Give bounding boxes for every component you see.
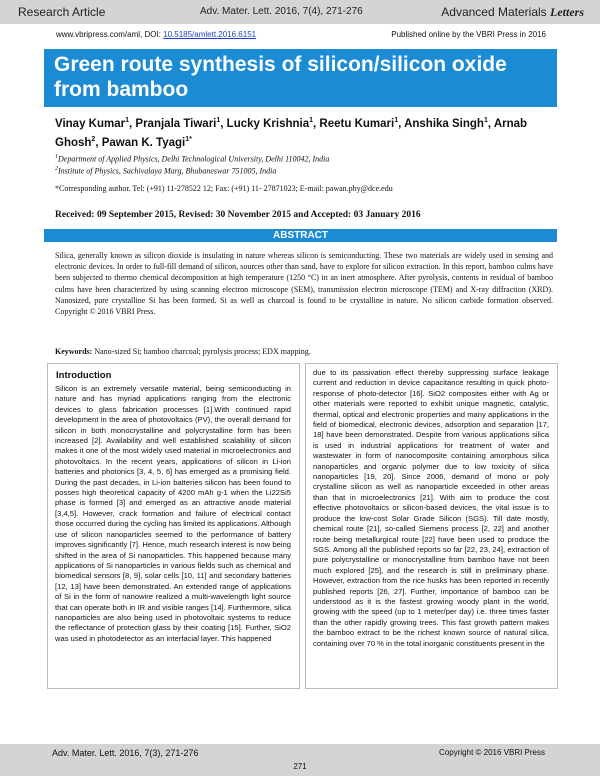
page-footer [0, 744, 600, 776]
keywords-text: Nano-sized Si; bamboo charcoal; pyrolysis process; EDX mapping. [94, 347, 311, 356]
journal-name: Advanced Materials Letters [441, 5, 584, 19]
title-banner [44, 49, 557, 107]
keywords [55, 347, 553, 356]
author-affiliation-mark: 1 [483, 117, 488, 124]
footer-citation: Adv. Mater. Lett. 2016, 7(3), 271-276 [52, 748, 199, 758]
author-affiliation-mark: 1* [185, 135, 192, 143]
header-citation: Adv. Mater. Lett. 2016, 7(4), 271-276 [200, 6, 363, 17]
publication-note: Published online by the VBRI Press in 2016 [391, 30, 546, 39]
left-column-text: Silicon is an extremely versatile material, being semiconducting in nature and has myriad applications ranging from the electronic devices to glass fabrication processes [1].With continued rapid development in the area of photovoltaics (PV), the overall demand for silicon in both monocrystalline and polycrystalline form has been increased [2]. Availability and well established scalability of silicon makes it one of the most widely used material in microelectronics and photovoltaics. In the recent years, applications of silicon in Li-ion batteries and photonics [3, 4, 5, 6] has emerged as a promising field. During the past decades, in Li-ion batteries silicon has been found to posses high theoretical capacity of 4200 mAh g-1 when the Li22Si5 phase is formed [3] and emerged as an attractive anode material [3,4,5]. However, crack formation and failure of electrical contact those occurred during the cycling has limited its applications. Although use of silicon nanoparticles seemed to the performance of battery improves significantly [7]. Hence, much research interest is now being shifted in the area of Si nanoparticles. This happened because many applications of Si nanoparticles in various fields such as chemical and biomedical sensors [8, 9], solar cells [10, 11] and secondary batteries [12, 13] have been demonstrated. An extended range of applications of Si in the form of nanowire realized a multi-wavelength light source that can operate both in IR and visible ranges [14]. Furthermore, silica nanoparticles are also being used in photovoltaic systems to reduce the reflectance of protection glass by their coating [15]. Further, SiO2 was used in photodetector as an interfacial layer. This happened [55, 384, 291, 643]
page-number: 271 [293, 762, 307, 771]
journal-logo-letters: Letters [550, 5, 584, 19]
author-affiliation-mark: 1 [125, 117, 130, 124]
journal-site: www.vbripress.com/aml, DOI: [56, 30, 164, 39]
author-affiliation-mark: 1 [394, 117, 399, 124]
author-name: Pranjala Tiwari$^1$ [135, 117, 221, 130]
abstract-text: Silica, generally known as silicon dioxide is insulating in nature whereas silicon is semiconducting. These two materials are widely used in sensing and electronic devices. In order to full-fill demand of silicon, sources other than sand, have to explore for silicon extraction. In this report, bamboo culms have been subjected to thermo chemical decomposition at high temperature (1250 °C) in an inert atmosphere. After pyrolysis, contents in residual of bamboo culms have been characterized by using scanning electron microscope (SEM), transmission electron microscope (TEM) and X-ray diffraction (XRD). Nanosized, pure crystalline Si has been formed. Si as well as charcoal is found to be crystalline in nature. No silicon carbide formation observed. Copyright © 2016 VBRI Press. [55, 251, 553, 317]
abstract-heading: ABSTRACT [44, 229, 557, 242]
author-name: Pawan K. Tyagi$^{1*}$ [101, 135, 192, 149]
article-title: Green route synthesis of silicon/silicon oxide from bamboo [54, 53, 507, 101]
article-dates: Received: 09 September 2015, Revised: 30 November 2015 and Accepted: 03 January 2016 [55, 210, 421, 220]
author-name: Reetu Kumari$^1$ [319, 117, 399, 130]
keywords-label: Keywords: [55, 347, 93, 356]
article-type: Research Article [18, 5, 106, 19]
affiliation-1: $^1$Department of Applied Physics, Delhi Technological University, Delhi 110042, India [55, 154, 330, 164]
doi-link[interactable]: 10.5185/amlett.2016.6151 [163, 30, 257, 39]
right-column-text: due to its passivation effect thereby suppressing surface leakage current and reduction in device capacitance resulting in quick photo-response of photo-detector [16]. SiO2 composites either with Ag or other materials were reported to exhibit unique magnetic, catalytic, thermal, optical and electronic properties and many applications in the field of biomedical, electronic devices, adsorption and separation [17, 18] have been demonstrated. Despite from various applications silica is used in industrial applications for treatment of water and wastewater in form of nanocomposite containing amorphous silica nanoparticles and organic polymer due to low toxicity of silica nanoparticles [19, 20]. Since 2006, demand of mono or poly crystalline silicon as well as nanoparticle exceeded in other areas than that in microelectronics [21]. With aim to produce the cost effective photovoltaics or silicon-based devices, the vital issue is to produce the low-cost Solar Grade Silicon (SGS). Till date mostly, chemical route [21], so-called Siemens process [2, 22] and another route being metallurgical route [22] have been used to produce the SGS. Among all the published reports so far [22, 23, 24], extraction of pure polycrystalline or monocrystalline from bamboo have not been much explored [25], and the research is still in preliminary phase. However, extraction from the rice husks has been reported in recently published reports [26, 27]. Further, importance of bamboo can be understood as it is the fastest growing woody plant in the world, growing with the speed (up to 1 meter/per day) i.e. three times faster than the other rapidly growing trees. This fast growth pattern makes the bamboo extract to be the richest known source of natural silica, containing over 70 % in the total inorganic constituents present in the [313, 368, 549, 648]
left-column [47, 363, 300, 689]
author-affiliation-mark: 2 [91, 135, 96, 143]
doi-line [56, 30, 546, 39]
author-affiliation-mark: 1 [216, 117, 221, 124]
author-affiliation-mark: 1 [309, 117, 314, 124]
author-name: Lucky Krishnia$^1$ [226, 117, 314, 130]
author-name: Anshika Singh$^1$ [404, 117, 488, 130]
corresponding-author: *Corresponding author. Tel: (+91) 11-278522 12; Fax: (+91) 11- 27871023; E-mail: pawan.phy@dce.edu [55, 184, 393, 193]
author-list: Vinay Kumar$^1$, Pranjala Tiwari$^1$, Lucky Krishnia$^1$, Reetu Kumari$^1$, Anshika Singh$^1$, Arnab Ghosh$^2$, Pawan K. Tyagi$^{1*}$ [55, 117, 528, 149]
right-column [305, 363, 558, 689]
affiliation-2: $^2$Institute of Physics, Sachivalaya Marg, Bhubaneswar 751005, India [55, 166, 277, 176]
introduction-heading: Introduction [56, 370, 112, 381]
page-header-bar [0, 0, 600, 24]
author-name: Arnab Ghosh$^2$ [55, 117, 528, 149]
author-name: Vinay Kumar$^1$ [55, 117, 130, 130]
footer-copyright: Copyright © 2016 VBRI Press [439, 748, 545, 757]
